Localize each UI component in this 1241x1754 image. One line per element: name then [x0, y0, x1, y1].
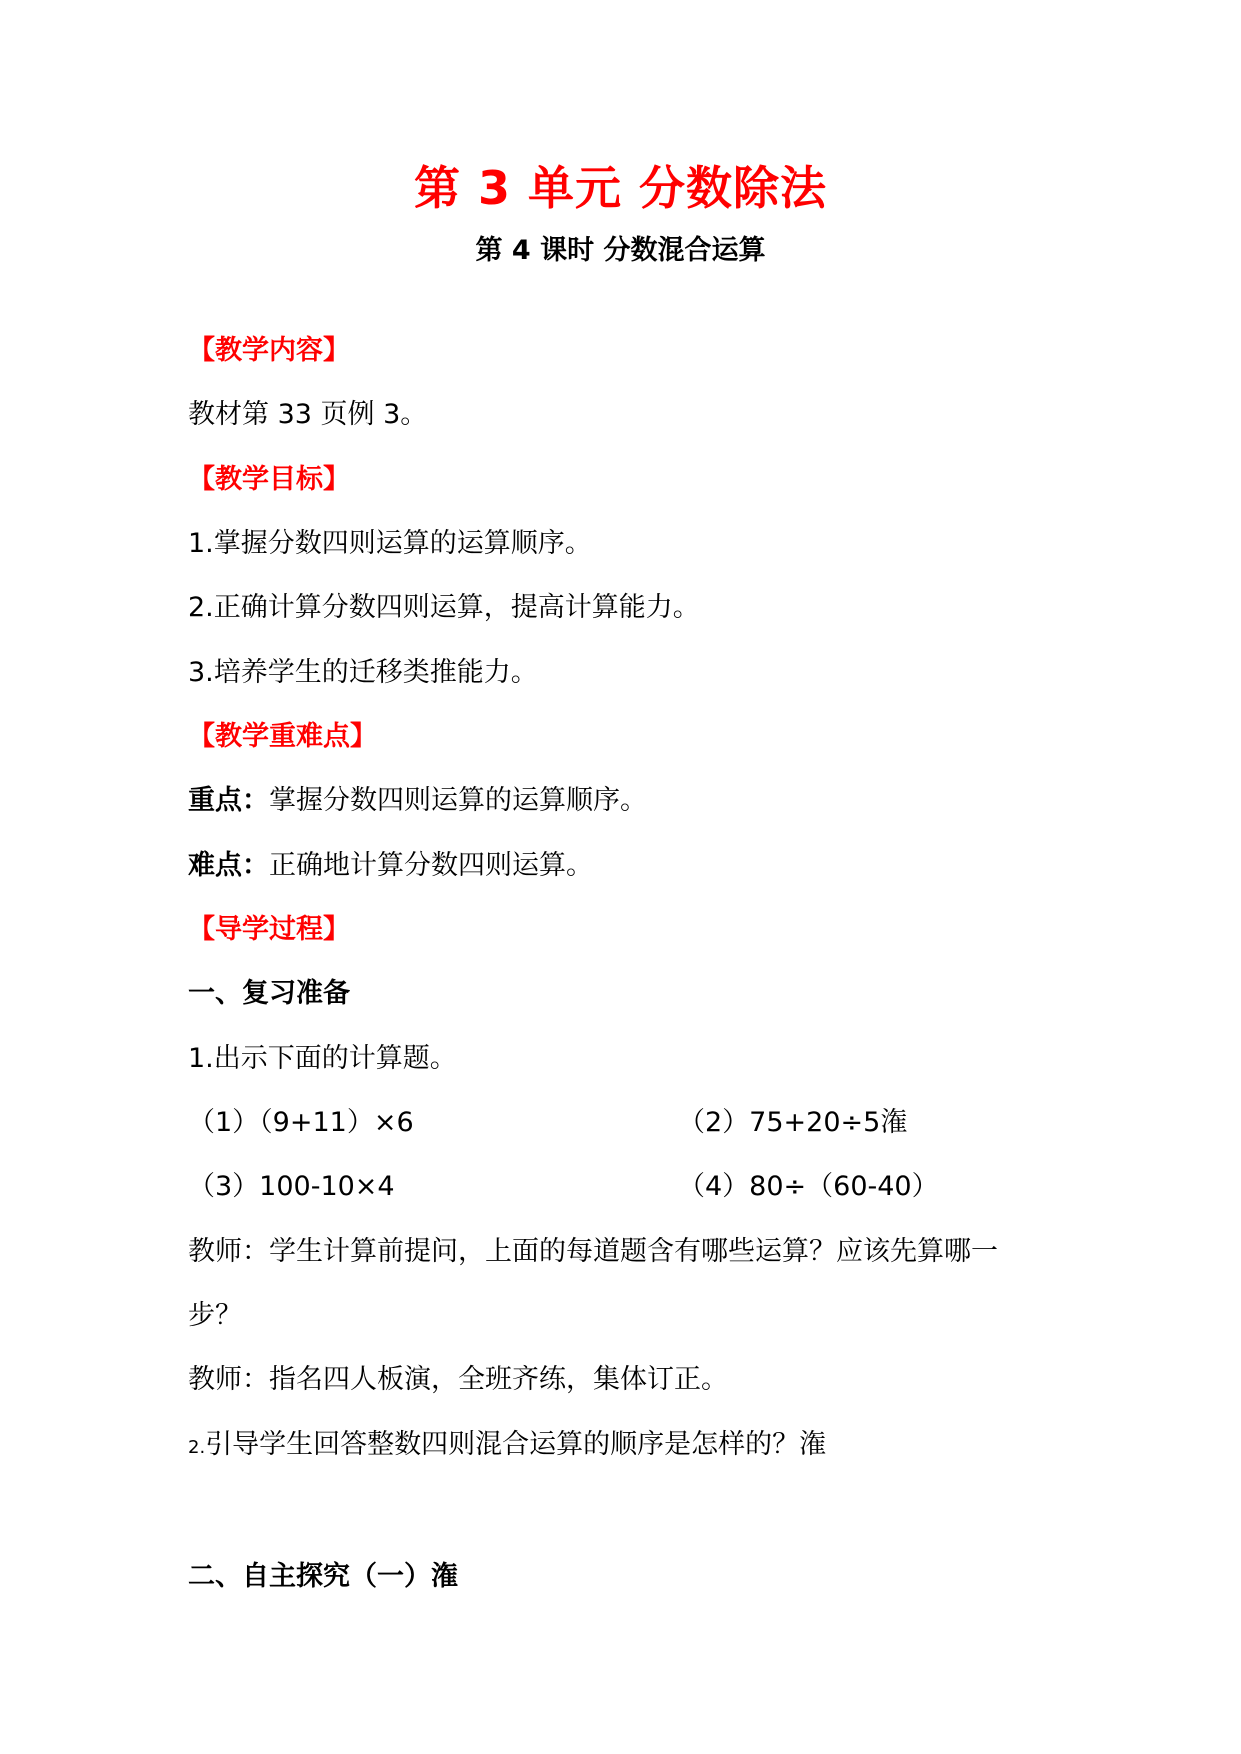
process-heading: 【导学过程】 [188, 914, 350, 945]
difficult-point-label: 难点： [188, 850, 269, 881]
teaching-content-heading: 【教学内容】 [188, 335, 350, 366]
difficult-point-text: 正确地计算分数四则运算。 [269, 850, 593, 881]
explore-section-heading: 二、自主探究（一）潅 [188, 1561, 458, 1592]
exercise-3: （3）100-10×4 [188, 1171, 395, 1202]
teacher-question-line-2: 步？ [188, 1300, 242, 1331]
teaching-goals-heading: 【教学目标】 [188, 464, 350, 495]
key-point-text: 掌握分数四则运算的运算顺序。 [269, 785, 647, 816]
exercise-row-2 [188, 1164, 939, 1203]
exercise-1: （1）（9+11）×6 [188, 1107, 414, 1138]
page-title: 第 3 单元 分数除法 [413, 161, 828, 215]
goal-item-1: 1.掌握分数四则运算的运算顺序。 [188, 528, 592, 559]
review-section-heading: 一、复习准备 [188, 978, 350, 1009]
teacher-instruction: 教师：指名四人板演，全班齐练，集体订正。 [188, 1364, 728, 1395]
goal-item-2: 2.正确计算分数四则运算，提高计算能力。 [188, 592, 700, 623]
exercise-row-1 [188, 1100, 908, 1139]
page-subtitle: 第 4 课时 分数混合运算 [475, 235, 766, 266]
key-point-label: 重点： [188, 785, 269, 816]
teaching-content-text: 教材第 33 页例 3。 [188, 399, 428, 430]
exercise-4: （4）80÷（60-40） [678, 1171, 939, 1202]
difficult-point-line [188, 843, 593, 882]
review-item-1: 1.出示下面的计算题。 [188, 1043, 457, 1074]
goal-item-3: 3.培养学生的迁移类推能力。 [188, 657, 538, 688]
review-item-2-text: 引导学生回答整数四则混合运算的顺序是怎样的？潅 [205, 1429, 827, 1460]
review-item-2 [188, 1422, 826, 1461]
review-item-2-number: 2. [188, 1437, 206, 1458]
key-points-heading: 【教学重难点】 [188, 721, 377, 752]
exercise-2: （2）75+20÷5潅 [678, 1107, 908, 1138]
teacher-question-line-1: 教师：学生计算前提问，上面的每道题含有哪些运算？应该先算哪一 [188, 1236, 998, 1267]
key-point-line [188, 778, 647, 817]
